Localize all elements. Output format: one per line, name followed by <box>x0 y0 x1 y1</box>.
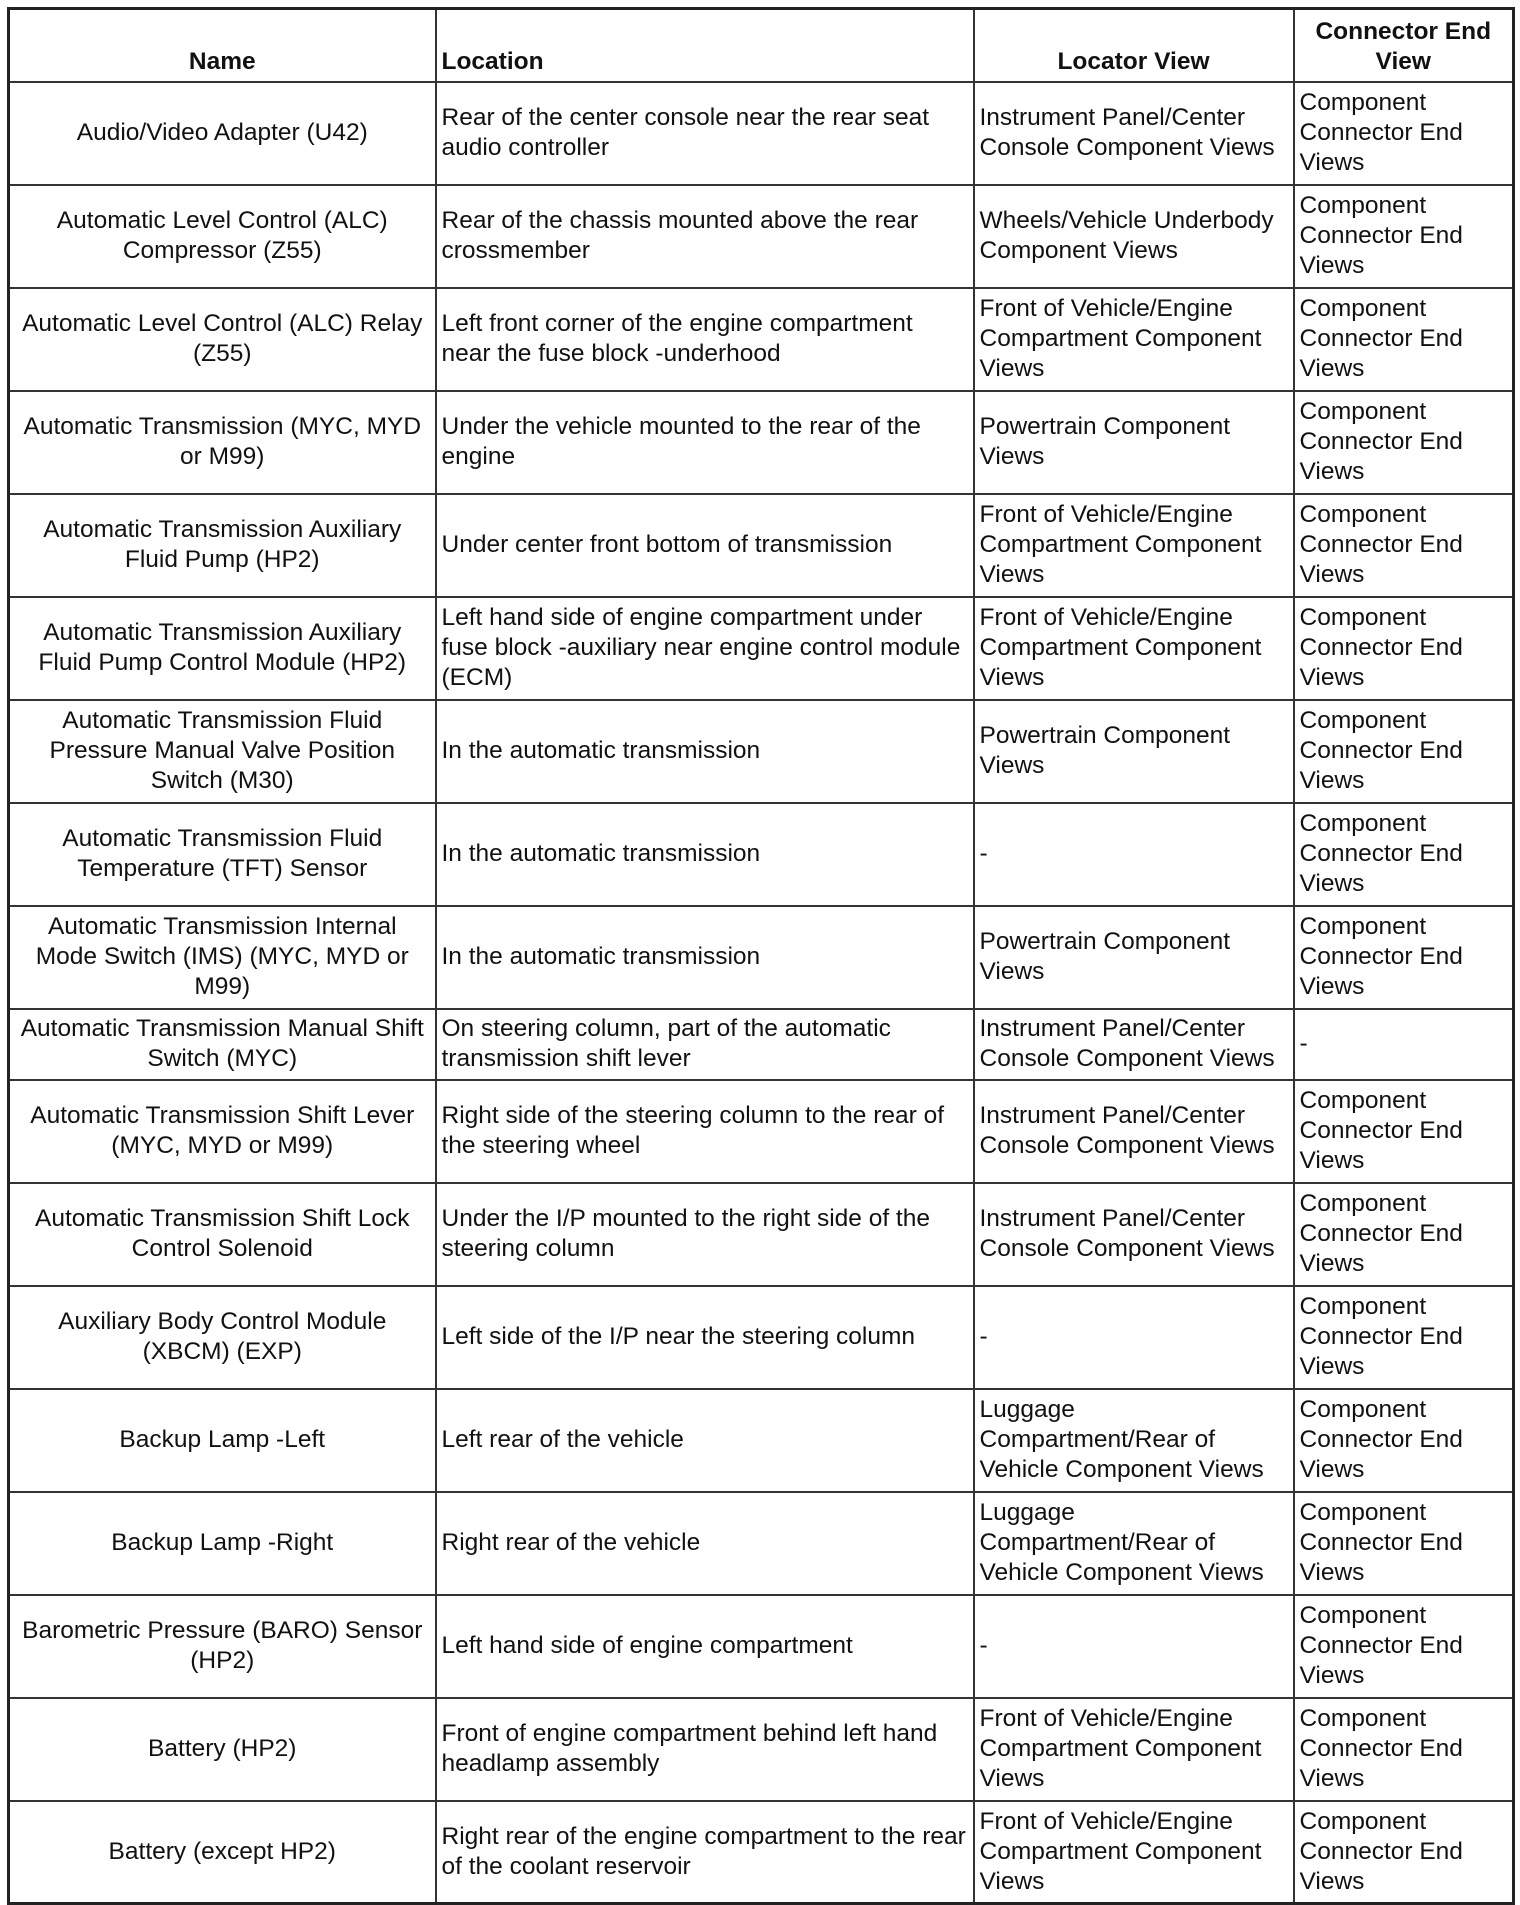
table-header <box>9 9 1514 82</box>
table-row <box>9 288 1514 391</box>
cell-connector-end-view: Component Connector End Views <box>1294 803 1514 906</box>
cell-location: Front of engine compartment behind left hand headlamp assembly <box>436 1698 974 1801</box>
table-row <box>9 1183 1514 1286</box>
cell-location: Left hand side of engine compartment <box>436 1595 974 1698</box>
cell-connector-end-view: Component Connector End Views <box>1294 82 1514 185</box>
cell-location: Left rear of the vehicle <box>436 1389 974 1492</box>
cell-name: Barometric Pressure (BARO) Sensor (HP2) <box>9 1595 436 1698</box>
header-name: Name <box>9 9 436 82</box>
cell-name: Automatic Transmission (MYC, MYD or M99) <box>9 391 436 494</box>
cell-locator-view: Front of Vehicle/Engine Compartment Component Views <box>974 1698 1294 1801</box>
table-row <box>9 803 1514 906</box>
cell-name: Audio/Video Adapter (U42) <box>9 82 436 185</box>
cell-locator-view: Powertrain Component Views <box>974 700 1294 803</box>
cell-name: Backup Lamp -Left <box>9 1389 436 1492</box>
cell-location: In the automatic transmission <box>436 700 974 803</box>
cell-connector-end-view: Component Connector End Views <box>1294 1492 1514 1595</box>
cell-connector-end-view: Component Connector End Views <box>1294 1286 1514 1389</box>
table-row <box>9 1492 1514 1595</box>
header-row <box>9 9 1514 82</box>
cell-location: Under center front bottom of transmission <box>436 494 974 597</box>
header-locator-view: Locator View <box>974 9 1294 82</box>
cell-location: Left hand side of engine compartment under fuse block -auxiliary near engine control module (ECM) <box>436 597 974 700</box>
table-row <box>9 906 1514 1009</box>
cell-name: Automatic Transmission Fluid Temperature (TFT) Sensor <box>9 803 436 906</box>
cell-name: Battery (except HP2) <box>9 1801 436 1904</box>
table-body <box>9 82 1514 1904</box>
table-row <box>9 1080 1514 1183</box>
table-row <box>9 494 1514 597</box>
cell-location: Under the I/P mounted to the right side of the steering column <box>436 1183 974 1286</box>
cell-connector-end-view: Component Connector End Views <box>1294 597 1514 700</box>
cell-location: Right rear of the vehicle <box>436 1492 974 1595</box>
cell-name: Backup Lamp -Right <box>9 1492 436 1595</box>
cell-connector-end-view: Component Connector End Views <box>1294 185 1514 288</box>
cell-locator-view: Front of Vehicle/Engine Compartment Component Views <box>974 494 1294 597</box>
cell-name: Automatic Transmission Shift Lock Control Solenoid <box>9 1183 436 1286</box>
cell-locator-view: Powertrain Component Views <box>974 906 1294 1009</box>
cell-locator-view: Front of Vehicle/Engine Compartment Component Views <box>974 1801 1294 1904</box>
table-row <box>9 1595 1514 1698</box>
cell-location: In the automatic transmission <box>436 803 974 906</box>
cell-locator-view: - <box>974 803 1294 906</box>
cell-locator-view: Instrument Panel/Center Console Component Views <box>974 1183 1294 1286</box>
cell-connector-end-view: Component Connector End Views <box>1294 1698 1514 1801</box>
component-locator-table <box>7 7 1515 1905</box>
cell-locator-view: Front of Vehicle/Engine Compartment Component Views <box>974 288 1294 391</box>
table-row <box>9 1801 1514 1904</box>
cell-name: Automatic Transmission Manual Shift Switch (MYC) <box>9 1009 436 1080</box>
cell-location: Under the vehicle mounted to the rear of the engine <box>436 391 974 494</box>
cell-locator-view: - <box>974 1286 1294 1389</box>
cell-location: In the automatic transmission <box>436 906 974 1009</box>
cell-location: Right rear of the engine compartment to the rear of the coolant reservoir <box>436 1801 974 1904</box>
cell-connector-end-view: Component Connector End Views <box>1294 700 1514 803</box>
cell-locator-view: Instrument Panel/Center Console Component Views <box>974 1080 1294 1183</box>
table-row <box>9 82 1514 185</box>
cell-locator-view: Instrument Panel/Center Console Component Views <box>974 82 1294 185</box>
cell-location: On steering column, part of the automatic transmission shift lever <box>436 1009 974 1080</box>
table-row <box>9 1698 1514 1801</box>
cell-connector-end-view: Component Connector End Views <box>1294 1801 1514 1904</box>
table-row <box>9 1009 1514 1080</box>
cell-name: Automatic Transmission Auxiliary Fluid Pump Control Module (HP2) <box>9 597 436 700</box>
table-row <box>9 1286 1514 1389</box>
cell-name: Automatic Level Control (ALC) Compressor (Z55) <box>9 185 436 288</box>
cell-location: Rear of the chassis mounted above the rear crossmember <box>436 185 974 288</box>
cell-name: Automatic Transmission Shift Lever (MYC, MYD or M99) <box>9 1080 436 1183</box>
cell-connector-end-view: Component Connector End Views <box>1294 494 1514 597</box>
cell-locator-view: Wheels/Vehicle Underbody Component Views <box>974 185 1294 288</box>
cell-name: Auxiliary Body Control Module (XBCM) (EXP) <box>9 1286 436 1389</box>
cell-name: Automatic Transmission Auxiliary Fluid Pump (HP2) <box>9 494 436 597</box>
cell-connector-end-view: Component Connector End Views <box>1294 1595 1514 1698</box>
cell-locator-view: Instrument Panel/Center Console Component Views <box>974 1009 1294 1080</box>
table-row <box>9 391 1514 494</box>
cell-name: Battery (HP2) <box>9 1698 436 1801</box>
cell-connector-end-view: Component Connector End Views <box>1294 1183 1514 1286</box>
cell-name: Automatic Level Control (ALC) Relay (Z55) <box>9 288 436 391</box>
cell-connector-end-view: Component Connector End Views <box>1294 906 1514 1009</box>
cell-connector-end-view: Component Connector End Views <box>1294 391 1514 494</box>
cell-connector-end-view: Component Connector End Views <box>1294 1080 1514 1183</box>
cell-name: Automatic Transmission Internal Mode Switch (IMS) (MYC, MYD or M99) <box>9 906 436 1009</box>
table-row <box>9 1389 1514 1492</box>
table-row <box>9 700 1514 803</box>
cell-connector-end-view: Component Connector End Views <box>1294 288 1514 391</box>
cell-connector-end-view: Component Connector End Views <box>1294 1389 1514 1492</box>
header-location: Location <box>436 9 974 82</box>
cell-location: Left side of the I/P near the steering column <box>436 1286 974 1389</box>
cell-location: Left front corner of the engine compartment near the fuse block -underhood <box>436 288 974 391</box>
header-connector-end-view: Connector End View <box>1294 9 1514 82</box>
cell-name: Automatic Transmission Fluid Pressure Manual Valve Position Switch (M30) <box>9 700 436 803</box>
cell-connector-end-view: - <box>1294 1009 1514 1080</box>
cell-locator-view: Powertrain Component Views <box>974 391 1294 494</box>
cell-locator-view: Luggage Compartment/Rear of Vehicle Component Views <box>974 1389 1294 1492</box>
cell-locator-view: Luggage Compartment/Rear of Vehicle Component Views <box>974 1492 1294 1595</box>
table-row <box>9 597 1514 700</box>
cell-location: Right side of the steering column to the rear of the steering wheel <box>436 1080 974 1183</box>
cell-locator-view: Front of Vehicle/Engine Compartment Component Views <box>974 597 1294 700</box>
cell-locator-view: - <box>974 1595 1294 1698</box>
table-row <box>9 185 1514 288</box>
cell-location: Rear of the center console near the rear seat audio controller <box>436 82 974 185</box>
